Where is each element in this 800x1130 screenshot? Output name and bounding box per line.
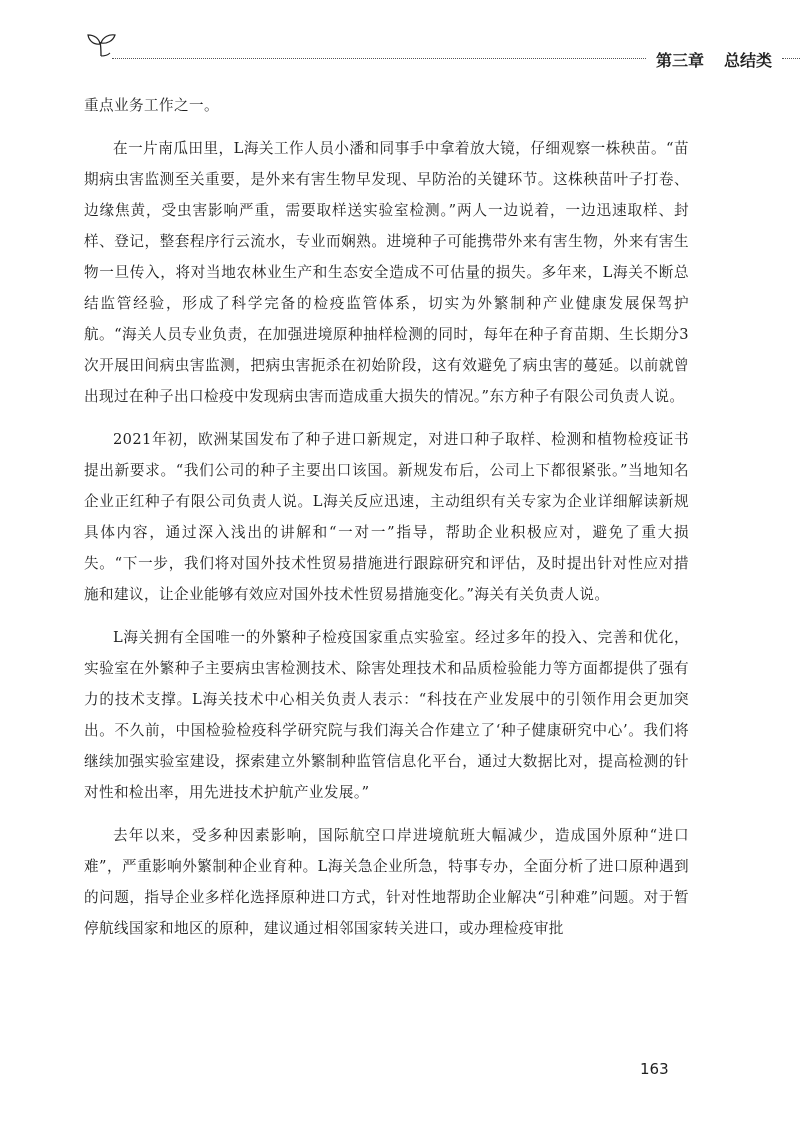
header-rule-left: [112, 58, 646, 59]
paragraph: 去年以来，受多种因素影响，国际航空口岸进境航班大幅减少，造成国外原种“进口难”，严重影响外繁制种企业育种。L海关急企业所急，特事专办，全面分析了进口原种遇到的问题，指导企业多样化选择原种进口方式，针对性地帮助企业解决“引种难”问题。对于暂停航线国家和地区的原种，建议通过相邻国家转关进口，或办理检疫审批: [84, 827, 689, 937]
paragraph-continued: 重点业务工作之一。: [84, 97, 219, 114]
chapter-heading: [656, 48, 772, 71]
body-text: [84, 90, 689, 944]
page-number: 163: [640, 1060, 669, 1078]
sprout-icon: [84, 32, 118, 58]
header-rule-right: [782, 58, 800, 59]
paragraph: 在一片南瓜田里，L海关工作人员小潘和同事手中拿着放大镜，仔细观察一株秧苗。“苗期病虫害监测至关重要，是外来有害生物早发现、早防治的关键环节。这株秧苗叶子打卷、边缘焦黄，受虫害影响严重，需要取样送实验室检测。”两人一边说着，一边迅速取样、封样、登记，整套程序行云流水，专业而娴熟。进境种子可能携带外来有害生物，外来有害生物一旦传入，将对当地农林业生产和生态安全造成不可估量的损失。多年来，L海关不断总结监管经验，形成了科学完备的检疫监管体系，切实为外繁制种产业健康发展保驾护航。“海关人员专业负责，在加强进境原种抽样检测的同时，每年在种子育苗期、生长期分3次开展田间病虫害监测，把病虫害扼杀在初始阶段，这有效避免了病虫害的蔓延。以前就曾出现过在种子出口检疫中发现病虫害而造成重大损失的情况。”东方种子有限公司负责人说。: [84, 140, 689, 405]
paragraph: 2021年初，欧洲某国发布了种子进口新规定，对进口种子取样、检测和植物检疫证书提出新要求。“我们公司的种子主要出口该国。新规发布后，公司上下都很紧张。”当地知名企业正红种子有限公司负责人说。L海关反应迅速，主动组织有关专家为企业详细解读新规具体内容，通过深入浅出的讲解和“一对一”指导，帮助企业积极应对，避免了重大损失。“下一步，我们将对国外技术性贸易措施进行跟踪研究和评估，及时提出针对性应对措施和建议，让企业能够有效应对国外技术性贸易措施变化。”海关有关负责人说。: [84, 431, 689, 603]
paragraph: L海关拥有全国唯一的外繁种子检疫国家重点实验室。经过多年的投入、完善和优化，实验室在外繁种子主要病虫害检测技术、除害处理技术和品质检验能力等方面都提供了强有力的技术支撑。L海关技术中心相关负责人表示：“科技在产业发展中的引领作用会更加突出。不久前，中国检验检疫科学研究院与我们海关合作建立了‘种子健康研究中心’。我们将继续加强实验室建设，探索建立外繁制种监管信息化平台，通过大数据比对，提高检测的针对性和检出率，用先进技术护航产业发展。”: [84, 629, 689, 801]
running-header: [84, 30, 774, 70]
chapter-title: 总结类: [724, 51, 773, 70]
chapter-number: 第三章: [656, 51, 705, 70]
